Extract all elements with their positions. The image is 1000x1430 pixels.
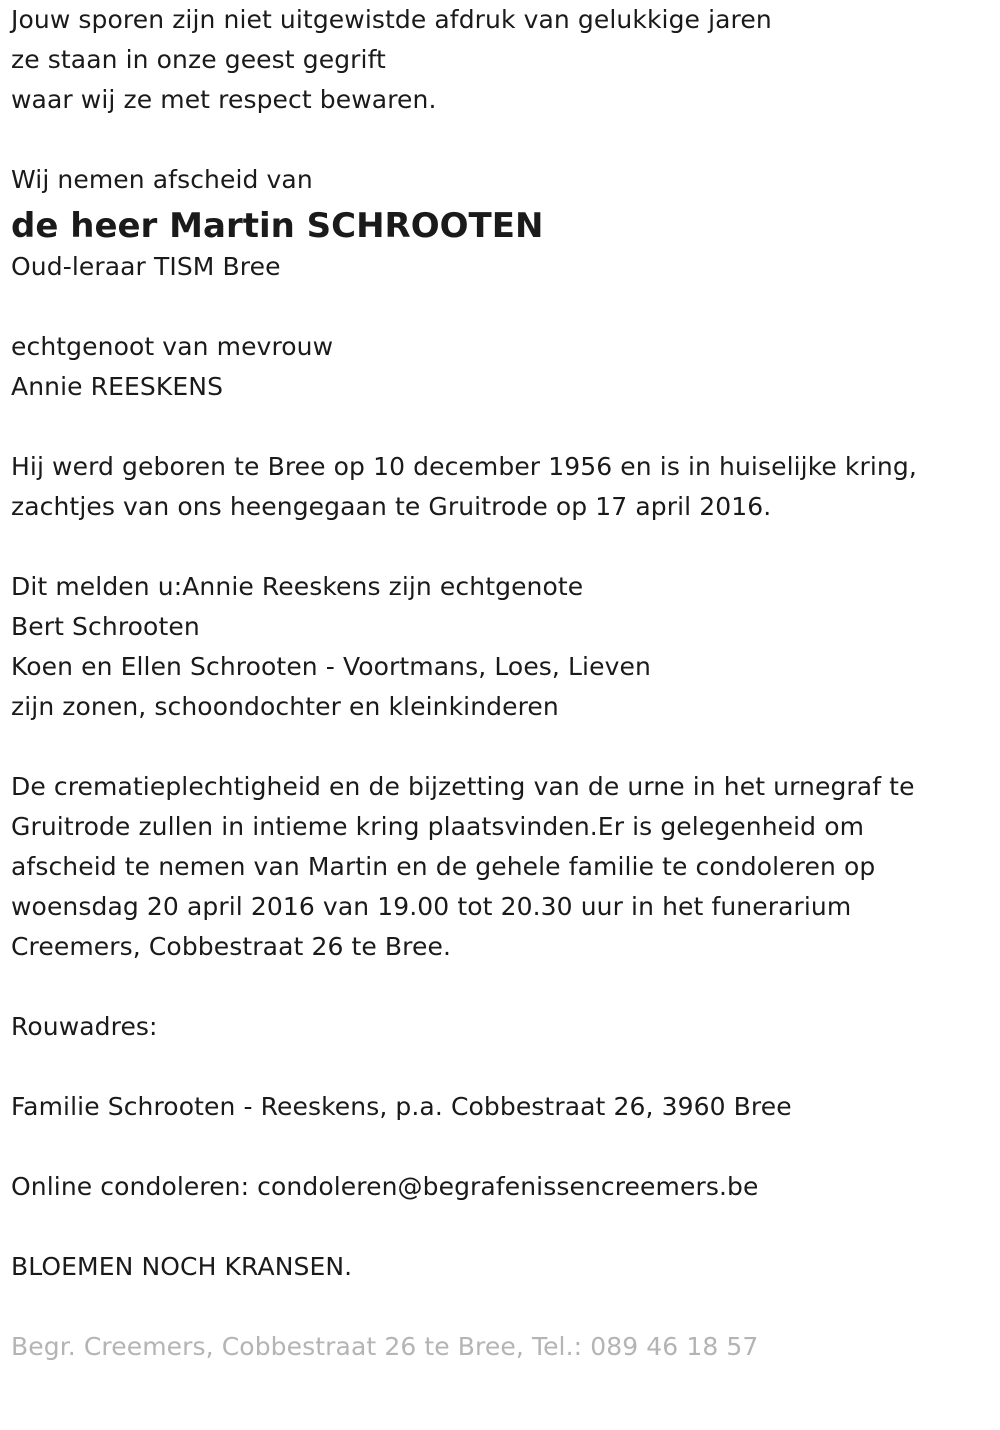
spouse-block (11, 327, 991, 407)
spacer (11, 1287, 991, 1327)
poem-line: Jouw sporen zijn niet uitgewistde afdruk van gelukkige jaren (11, 5, 772, 34)
spacer (11, 1207, 991, 1247)
occupation: Oud-leraar TISM Bree (11, 252, 281, 281)
family-line: Dit melden u:Annie Reeskens zijn echtgenote (11, 572, 584, 601)
spacer (11, 407, 991, 447)
mourning-address: Familie Schrooten - Reeskens, p.a. Cobbestraat 26, 3960 Bree (11, 1092, 792, 1121)
spacer (11, 727, 991, 767)
poem (11, 0, 991, 120)
family-line: zijn zonen, schoondochter en kleinkinderen (11, 692, 559, 721)
family-line: Koen en Ellen Schrooten - Voortmans, Loes, Lieven (11, 652, 651, 681)
ceremony-line: Gruitrode zullen in intieme kring plaatsvinden.Er is gelegenheid om (11, 812, 865, 841)
family-line: Bert Schrooten (11, 612, 200, 641)
ceremony-block (11, 767, 991, 967)
death-notice (11, 0, 991, 1367)
family-block (11, 567, 991, 727)
ceremony-line: woensdag 20 april 2016 van 19.00 tot 20.30 uur in het funerarium (11, 892, 852, 921)
flowers-note: BLOEMEN NOCH KRANSEN. (11, 1252, 353, 1281)
spacer (11, 967, 991, 1007)
funeral-home-footer: Begr. Creemers, Cobbestraat 26 te Bree, Tel.: 089 46 18 57 (11, 1332, 759, 1361)
poem-line: ze staan in onze geest gegrift (11, 45, 386, 74)
birth-death-line: Hij werd geboren te Bree op 10 december 1956 en is in huiselijke kring, (11, 452, 917, 481)
deceased-name: de heer Martin SCHROOTEN (11, 206, 544, 246)
ceremony-line: De crematieplechtigheid en de bijzetting van de urne in het urnegraf te (11, 772, 915, 801)
spacer (11, 527, 991, 567)
spouse-line: echtgenoot van mevrouw (11, 332, 334, 361)
address-label: Rouwadres: (11, 1012, 158, 1041)
spacer (11, 287, 991, 327)
birth-death-line: zachtjes van ons heengegaan te Gruitrode op 17 april 2016. (11, 492, 772, 521)
ceremony-line: Creemers, Cobbestraat 26 te Bree. (11, 932, 452, 961)
spouse-line: Annie REESKENS (11, 372, 224, 401)
spacer (11, 120, 991, 160)
intro-text: Wij nemen afscheid van (11, 165, 313, 194)
birth-death-block (11, 447, 991, 527)
ceremony-line: afscheid te nemen van Martin en de gehele familie te condoleren op (11, 852, 876, 881)
spacer (11, 1127, 991, 1167)
online-condolences: Online condoleren: condoleren@begrafenissencreemers.be (11, 1172, 759, 1201)
poem-line: waar wij ze met respect bewaren. (11, 85, 437, 114)
spacer (11, 1047, 991, 1087)
